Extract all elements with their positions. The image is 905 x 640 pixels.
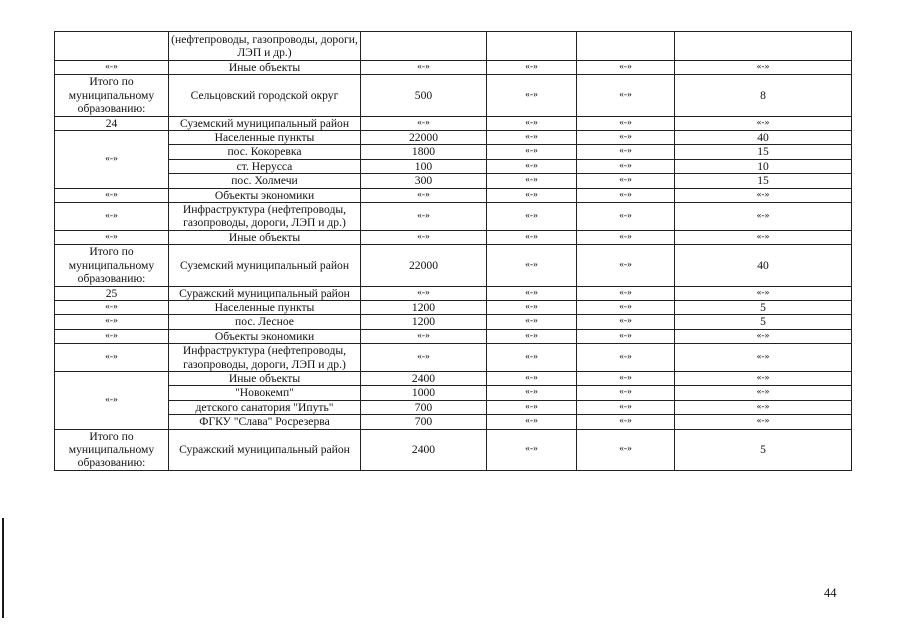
value-cell: 5 [675,315,852,329]
scan-edge-mark [2,518,4,618]
object-name-cell: Иные объекты [169,371,361,385]
value-cell: «-» [361,188,487,202]
value-cell: «-» [577,61,675,75]
value-cell: 8 [675,75,852,116]
value-cell: «-» [675,203,852,231]
table-row [55,145,852,159]
value-cell: «-» [361,61,487,75]
row-number-cell: «-» [55,131,169,189]
value-cell: «-» [487,174,577,188]
value-cell: 15 [675,174,852,188]
object-name-cell: Иные объекты [169,61,361,75]
value-cell: «-» [487,245,577,286]
value-cell: 1200 [361,300,487,314]
value-cell: «-» [577,159,675,173]
table-row [55,415,852,429]
value-cell: «-» [675,415,852,429]
value-cell: «-» [577,230,675,244]
value-cell [487,32,577,61]
value-cell: «-» [487,344,577,372]
value-cell: «-» [361,286,487,300]
table-row [55,371,852,385]
value-cell: 1000 [361,386,487,400]
value-cell: «-» [361,203,487,231]
object-name-cell: Объекты экономики [169,329,361,343]
row-number-cell: 24 [55,116,169,130]
table-row [55,286,852,300]
row-number-cell: «-» [55,371,169,429]
value-cell: «-» [577,286,675,300]
object-name-cell: (нефтепроводы, газопроводы, дороги, ЛЭП и др.) [169,32,361,61]
object-name-cell: Инфраструктура (нефтепроводы, газопроводы, дороги, ЛЭП и др.) [169,203,361,231]
object-name-cell: Суземский муниципальный район [169,245,361,286]
object-name-cell: Иные объекты [169,230,361,244]
value-cell: «-» [577,329,675,343]
row-number-cell: «-» [55,188,169,202]
value-cell: 1800 [361,145,487,159]
row-number-cell: 25 [55,286,169,300]
value-cell: «-» [487,371,577,385]
value-cell: «-» [487,61,577,75]
value-cell: «-» [675,400,852,414]
value-cell: 15 [675,145,852,159]
table-row [55,188,852,202]
value-cell: «-» [577,203,675,231]
value-cell: «-» [361,230,487,244]
row-number-cell: Итого по муниципальному образованию: [55,245,169,286]
value-cell: «-» [577,145,675,159]
value-cell: «-» [487,315,577,329]
value-cell: «-» [577,131,675,145]
value-cell: «-» [577,116,675,130]
table-row [55,32,852,61]
value-cell: «-» [487,131,577,145]
value-cell: 5 [675,300,852,314]
value-cell: 300 [361,174,487,188]
value-cell: «-» [675,329,852,343]
table-row [55,329,852,343]
object-name-cell: Сельцовский городской округ [169,75,361,116]
value-cell: «-» [487,75,577,116]
value-cell: «-» [577,415,675,429]
value-cell: «-» [577,245,675,286]
value-cell: «-» [577,429,675,470]
value-cell: 100 [361,159,487,173]
table-row [55,230,852,244]
value-cell: «-» [487,286,577,300]
value-cell: «-» [675,61,852,75]
value-cell: «-» [487,230,577,244]
table-row [55,159,852,173]
value-cell: «-» [577,386,675,400]
table-row [55,174,852,188]
page-number: 44 [824,586,837,600]
value-cell: 2400 [361,429,487,470]
value-cell: 5 [675,429,852,470]
row-number-cell: «-» [55,61,169,75]
table-row [55,245,852,286]
row-number-cell: «-» [55,344,169,372]
value-cell: «-» [577,371,675,385]
value-cell: «-» [577,315,675,329]
value-cell: «-» [675,344,852,372]
value-cell: 22000 [361,245,487,286]
value-cell: «-» [675,386,852,400]
value-cell: «-» [487,429,577,470]
value-cell: «-» [487,400,577,414]
value-cell [361,32,487,61]
object-name-cell: пос. Лесное [169,315,361,329]
value-cell: «-» [361,116,487,130]
value-cell: 40 [675,131,852,145]
value-cell: 1200 [361,315,487,329]
object-name-cell: Суражский муниципальный район [169,429,361,470]
value-cell: «-» [577,400,675,414]
value-cell: «-» [487,145,577,159]
table-row [55,344,852,372]
value-cell: «-» [577,75,675,116]
value-cell: «-» [487,415,577,429]
row-number-cell: «-» [55,230,169,244]
value-cell: «-» [577,188,675,202]
value-cell: «-» [487,203,577,231]
value-cell: 500 [361,75,487,116]
object-name-cell: Суземский муниципальный район [169,116,361,130]
value-cell: «-» [487,329,577,343]
value-cell: 700 [361,415,487,429]
value-cell: «-» [675,188,852,202]
table-row [55,203,852,231]
value-cell: «-» [487,188,577,202]
object-name-cell: ст. Нерусса [169,159,361,173]
value-cell: «-» [487,300,577,314]
value-cell: 10 [675,159,852,173]
object-name-cell: Суражский муниципальный район [169,286,361,300]
table-row [55,116,852,130]
value-cell: 2400 [361,371,487,385]
table-row [55,300,852,314]
value-cell: «-» [675,286,852,300]
table-row [55,61,852,75]
value-cell: «-» [361,344,487,372]
object-name-cell: Населенные пункты [169,300,361,314]
row-number-cell: «-» [55,315,169,329]
row-number-cell: «-» [55,300,169,314]
object-name-cell: детского санатория "Ипуть" [169,400,361,414]
object-name-cell: Населенные пункты [169,131,361,145]
object-name-cell: пос. Кокоревка [169,145,361,159]
value-cell: «-» [675,371,852,385]
table-row [55,386,852,400]
value-cell: «-» [577,174,675,188]
table-row [55,131,852,145]
row-number-cell [55,32,169,61]
value-cell: «-» [487,159,577,173]
table-row [55,429,852,470]
value-cell: «-» [577,344,675,372]
table-row [55,75,852,116]
table-row [55,315,852,329]
row-number-cell: Итого по муниципальному образованию: [55,429,169,470]
row-number-cell: «-» [55,203,169,231]
row-number-cell: Итого по муниципальному образованию: [55,75,169,116]
object-name-cell: ФГКУ "Слава" Росрезерва [169,415,361,429]
value-cell: 700 [361,400,487,414]
value-cell: 40 [675,245,852,286]
value-cell: «-» [361,329,487,343]
object-name-cell: Инфраструктура (нефтепроводы, газопроводы, дороги, ЛЭП и др.) [169,344,361,372]
object-name-cell: пос. Холмечи [169,174,361,188]
value-cell: «-» [577,300,675,314]
value-cell: «-» [487,116,577,130]
value-cell [577,32,675,61]
value-cell [675,32,852,61]
objects-table [54,31,852,471]
row-number-cell: «-» [55,329,169,343]
value-cell: «-» [675,230,852,244]
value-cell: «-» [487,386,577,400]
table-row [55,400,852,414]
value-cell: «-» [675,116,852,130]
object-name-cell: Объекты экономики [169,188,361,202]
object-name-cell: "Новокемп" [169,386,361,400]
value-cell: 22000 [361,131,487,145]
